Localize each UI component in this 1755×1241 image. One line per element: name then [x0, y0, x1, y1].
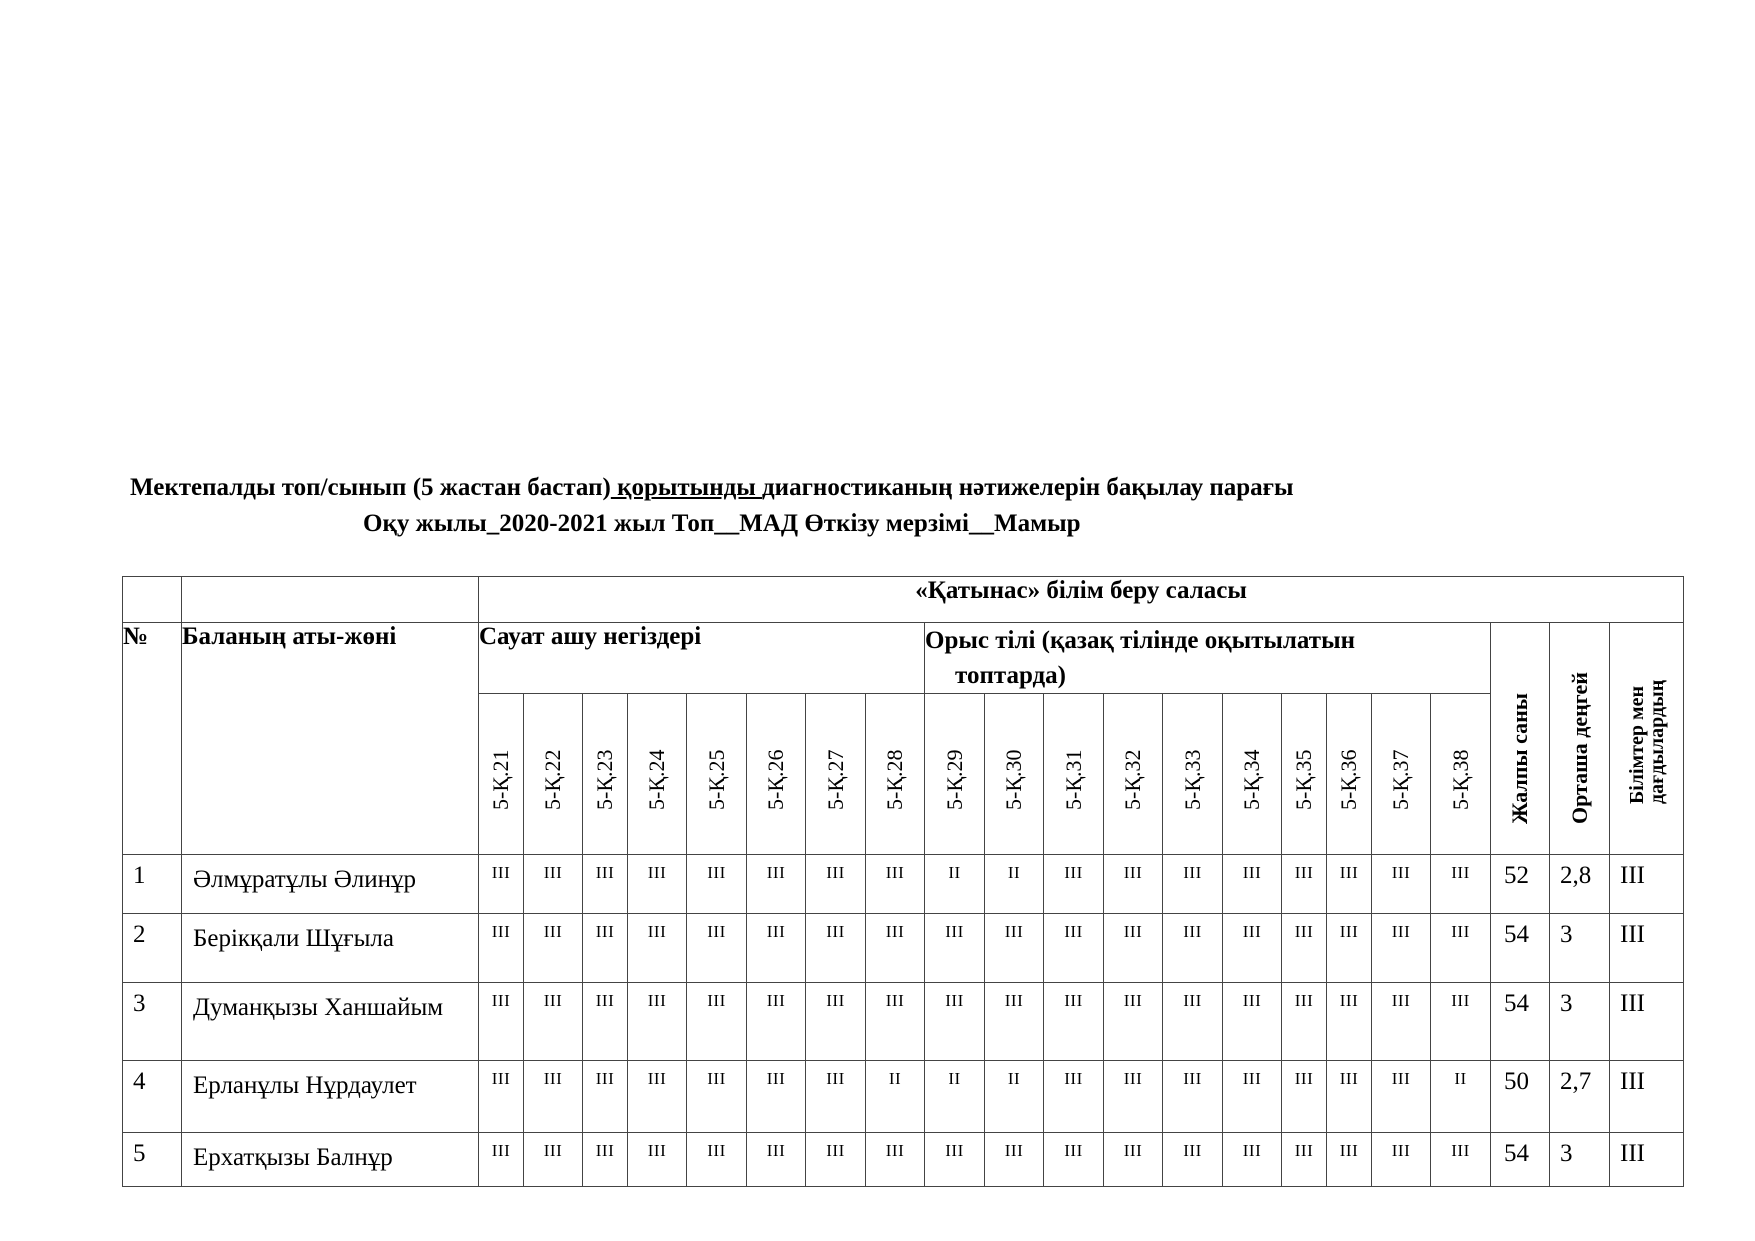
criterion-mark: II [925, 1061, 985, 1133]
criterion-code: 5-Қ.23 [592, 749, 617, 810]
table-row [123, 855, 1684, 914]
criterion-mark: III [1104, 1133, 1163, 1187]
criterion-code: 5-Қ.29 [941, 749, 967, 810]
criterion-mark: III [985, 1133, 1044, 1187]
table-row [123, 983, 1684, 1061]
criterion-mark: III [1163, 983, 1223, 1061]
row-number: 1 [123, 855, 182, 914]
criterion-mark: III [524, 983, 583, 1061]
column-header-name: Баланың аты-жөні [182, 623, 479, 855]
title-line1-end: диагностиканың нәтижелерін бақылау парағы [762, 474, 1294, 501]
criterion-header [1327, 694, 1372, 855]
average-level: 3 [1550, 983, 1610, 1061]
criterion-mark: III [747, 1133, 806, 1187]
criterion-mark: III [1282, 983, 1327, 1061]
row-number: 4 [123, 1061, 182, 1133]
criterion-mark: III [1223, 983, 1282, 1061]
criterion-mark: III [1044, 855, 1104, 914]
column-header-total [1491, 623, 1550, 855]
criterion-mark: III [1372, 1133, 1431, 1187]
criterion-mark: III [985, 983, 1044, 1061]
criterion-header [1372, 694, 1431, 855]
criterion-code: 5-Қ.38 [1447, 749, 1473, 810]
criterion-mark: III [479, 855, 524, 914]
column-header-level-label: Білімтер мен дағдылардың [1625, 679, 1668, 804]
criterion-mark: III [479, 983, 524, 1061]
criterion-mark: III [747, 914, 806, 983]
criterion-mark: III [687, 1133, 747, 1187]
total-score: 54 [1491, 983, 1550, 1061]
criterion-code: 5-Қ.34 [1239, 749, 1264, 810]
criterion-mark: III [1327, 1133, 1372, 1187]
criterion-header [524, 694, 583, 855]
criterion-mark: III [1223, 855, 1282, 914]
row-number: 2 [123, 914, 182, 983]
criterion-mark: III [687, 983, 747, 1061]
criterion-header [747, 694, 806, 855]
row-number: 5 [123, 1133, 182, 1187]
criterion-code: 5-Қ.27 [822, 749, 848, 810]
criterion-header [1163, 694, 1223, 855]
criterion-mark: III [479, 914, 524, 983]
criterion-mark: III [628, 1061, 687, 1133]
criterion-mark: III [1327, 855, 1372, 914]
criterion-mark: III [1163, 855, 1223, 914]
child-name: Әлмұратұлы Әлинұр [182, 855, 479, 914]
criterion-code: 5-Қ.28 [882, 749, 907, 810]
skill-level: III [1610, 1133, 1684, 1187]
criterion-code: 5-Қ.35 [1291, 749, 1316, 810]
criterion-mark: III [1282, 855, 1327, 914]
column-header-average [1550, 623, 1610, 855]
total-score: 54 [1491, 914, 1550, 983]
diagnostics-table [122, 576, 1684, 1187]
criterion-mark: III [628, 983, 687, 1061]
criterion-mark: III [1104, 855, 1163, 914]
criterion-mark: III [1282, 1133, 1327, 1187]
criterion-mark: III [1327, 1061, 1372, 1133]
criterion-header [628, 694, 687, 855]
criterion-mark: III [583, 914, 628, 983]
criterion-code: 5-Қ.25 [703, 749, 729, 810]
criterion-code: 5-Қ.26 [763, 749, 788, 810]
title-line1-start: Мектепалды топ/сынып (5 жастан бастап) [130, 474, 611, 501]
criterion-mark: II [1431, 1061, 1491, 1133]
child-name: Берікқали Шұғыла [182, 914, 479, 983]
criterion-header [925, 694, 985, 855]
column-header-no: № [123, 623, 182, 855]
column-header-total-label: Жалпы саны [1507, 693, 1532, 824]
child-name: Думанқызы Ханшайым [182, 983, 479, 1061]
criterion-mark: III [925, 983, 985, 1061]
criterion-mark: III [583, 983, 628, 1061]
criterion-mark: III [1104, 914, 1163, 983]
criterion-code: 5-Қ.30 [1001, 749, 1026, 810]
criterion-code: 5-Қ.21 [488, 749, 513, 810]
average-level: 3 [1550, 1133, 1610, 1187]
criterion-header [687, 694, 747, 855]
criterion-mark: III [806, 983, 866, 1061]
criterion-header [806, 694, 866, 855]
criterion-header [985, 694, 1044, 855]
criterion-mark: III [583, 1133, 628, 1187]
document-title [130, 474, 1294, 502]
skill-level: III [1610, 983, 1684, 1061]
column-header-average-label: Орташа деңгей [1566, 672, 1592, 824]
criterion-mark: III [628, 855, 687, 914]
skill-level: III [1610, 914, 1684, 983]
criterion-mark: III [583, 1061, 628, 1133]
criterion-header [479, 694, 524, 855]
criterion-code: 5-Қ.33 [1179, 749, 1205, 810]
criterion-mark: III [479, 1061, 524, 1133]
criterion-mark: III [687, 914, 747, 983]
average-level: 3 [1550, 914, 1610, 983]
criterion-mark: III [1223, 914, 1282, 983]
criterion-mark: III [1372, 1061, 1431, 1133]
criterion-mark: III [524, 1061, 583, 1133]
criterion-mark: III [866, 1133, 925, 1187]
criterion-mark: III [1431, 914, 1491, 983]
criterion-mark: II [866, 1061, 925, 1133]
document-subtitle: Оқу жылы_2020-2021 жыл Топ__МАД Өткізу мерзімі__Мамыр [363, 510, 1081, 537]
criterion-header [1044, 694, 1104, 855]
criterion-mark: III [1282, 1061, 1327, 1133]
criterion-mark: III [628, 1133, 687, 1187]
skill-level: III [1610, 855, 1684, 914]
criterion-mark: III [1372, 983, 1431, 1061]
group-header-literacy: Сауат ашу негіздері [479, 623, 925, 694]
criterion-mark: III [479, 1133, 524, 1187]
criterion-mark: II [925, 855, 985, 914]
empty-corner-name [182, 577, 479, 623]
criterion-mark: II [985, 1061, 1044, 1133]
criterion-mark: III [1104, 983, 1163, 1061]
child-name: Ерхатқызы Балнұр [182, 1133, 479, 1187]
criterion-mark: III [1327, 983, 1372, 1061]
criterion-mark: III [1044, 983, 1104, 1061]
criterion-mark: III [687, 855, 747, 914]
criterion-mark: III [524, 1133, 583, 1187]
criterion-header [1431, 694, 1491, 855]
average-level: 2,7 [1550, 1061, 1610, 1133]
criterion-mark: III [628, 914, 687, 983]
criterion-mark: III [925, 1133, 985, 1187]
criterion-code: 5-Қ.37 [1388, 749, 1413, 810]
education-area-header: «Қатынас» білім беру саласы [479, 577, 1684, 623]
total-score: 54 [1491, 1133, 1550, 1187]
total-score: 50 [1491, 1061, 1550, 1133]
criterion-mark: III [1163, 1133, 1223, 1187]
criterion-mark: III [866, 914, 925, 983]
criterion-mark: III [985, 914, 1044, 983]
criterion-mark: III [524, 855, 583, 914]
group-header-russian-line1: Орыс тілі (қазақ тілінде оқытылатын [925, 627, 1355, 654]
criterion-mark: III [806, 914, 866, 983]
criterion-mark: III [1223, 1061, 1282, 1133]
criterion-mark: III [1163, 914, 1223, 983]
criterion-mark: III [1431, 1133, 1491, 1187]
criterion-mark: III [806, 1133, 866, 1187]
column-header-level [1610, 623, 1684, 855]
table-row [123, 1061, 1684, 1133]
criterion-mark: III [1044, 1061, 1104, 1133]
row-number: 3 [123, 983, 182, 1061]
criterion-mark: III [866, 855, 925, 914]
criterion-mark: III [806, 1061, 866, 1133]
criterion-mark: III [1431, 855, 1491, 914]
criterion-mark: III [1327, 914, 1372, 983]
criterion-mark: III [1372, 914, 1431, 983]
criterion-mark: III [747, 983, 806, 1061]
criterion-header [1223, 694, 1282, 855]
criterion-header [866, 694, 925, 855]
group-header-russian-line2: топтарда) [955, 662, 1066, 689]
average-level: 2,8 [1550, 855, 1610, 914]
criterion-code: 5-Қ.24 [644, 749, 669, 810]
criterion-mark: III [747, 1061, 806, 1133]
skill-level: III [1610, 1061, 1684, 1133]
criterion-mark: III [1163, 1061, 1223, 1133]
title-underlined-word: қорытынды [610, 474, 763, 501]
criterion-mark: III [1282, 914, 1327, 983]
criterion-mark: III [747, 855, 806, 914]
criterion-mark: II [985, 855, 1044, 914]
criterion-header [583, 694, 628, 855]
empty-corner-no [123, 577, 182, 623]
child-name: Ерланұлы Нұрдаулет [182, 1061, 479, 1133]
criterion-mark: III [1104, 1061, 1163, 1133]
criterion-mark: III [866, 983, 925, 1061]
criterion-mark: III [687, 1061, 747, 1133]
criterion-mark: III [1372, 855, 1431, 914]
criterion-mark: III [806, 855, 866, 914]
criterion-mark: III [524, 914, 583, 983]
criterion-header [1104, 694, 1163, 855]
criterion-code: 5-Қ.32 [1120, 749, 1145, 810]
criterion-mark: III [1223, 1133, 1282, 1187]
criterion-mark: III [583, 855, 628, 914]
criterion-mark: III [925, 914, 985, 983]
group-header-russian [925, 623, 1491, 694]
criterion-code: 5-Қ.22 [540, 749, 565, 810]
table-row [123, 914, 1684, 983]
table-row [123, 1133, 1684, 1187]
total-score: 52 [1491, 855, 1550, 914]
criterion-mark: III [1044, 1133, 1104, 1187]
criterion-code: 5-Қ.31 [1060, 749, 1086, 810]
criterion-code: 5-Қ.36 [1336, 749, 1361, 810]
criterion-mark: III [1431, 983, 1491, 1061]
criterion-mark: III [1044, 914, 1104, 983]
criterion-header [1282, 694, 1327, 855]
